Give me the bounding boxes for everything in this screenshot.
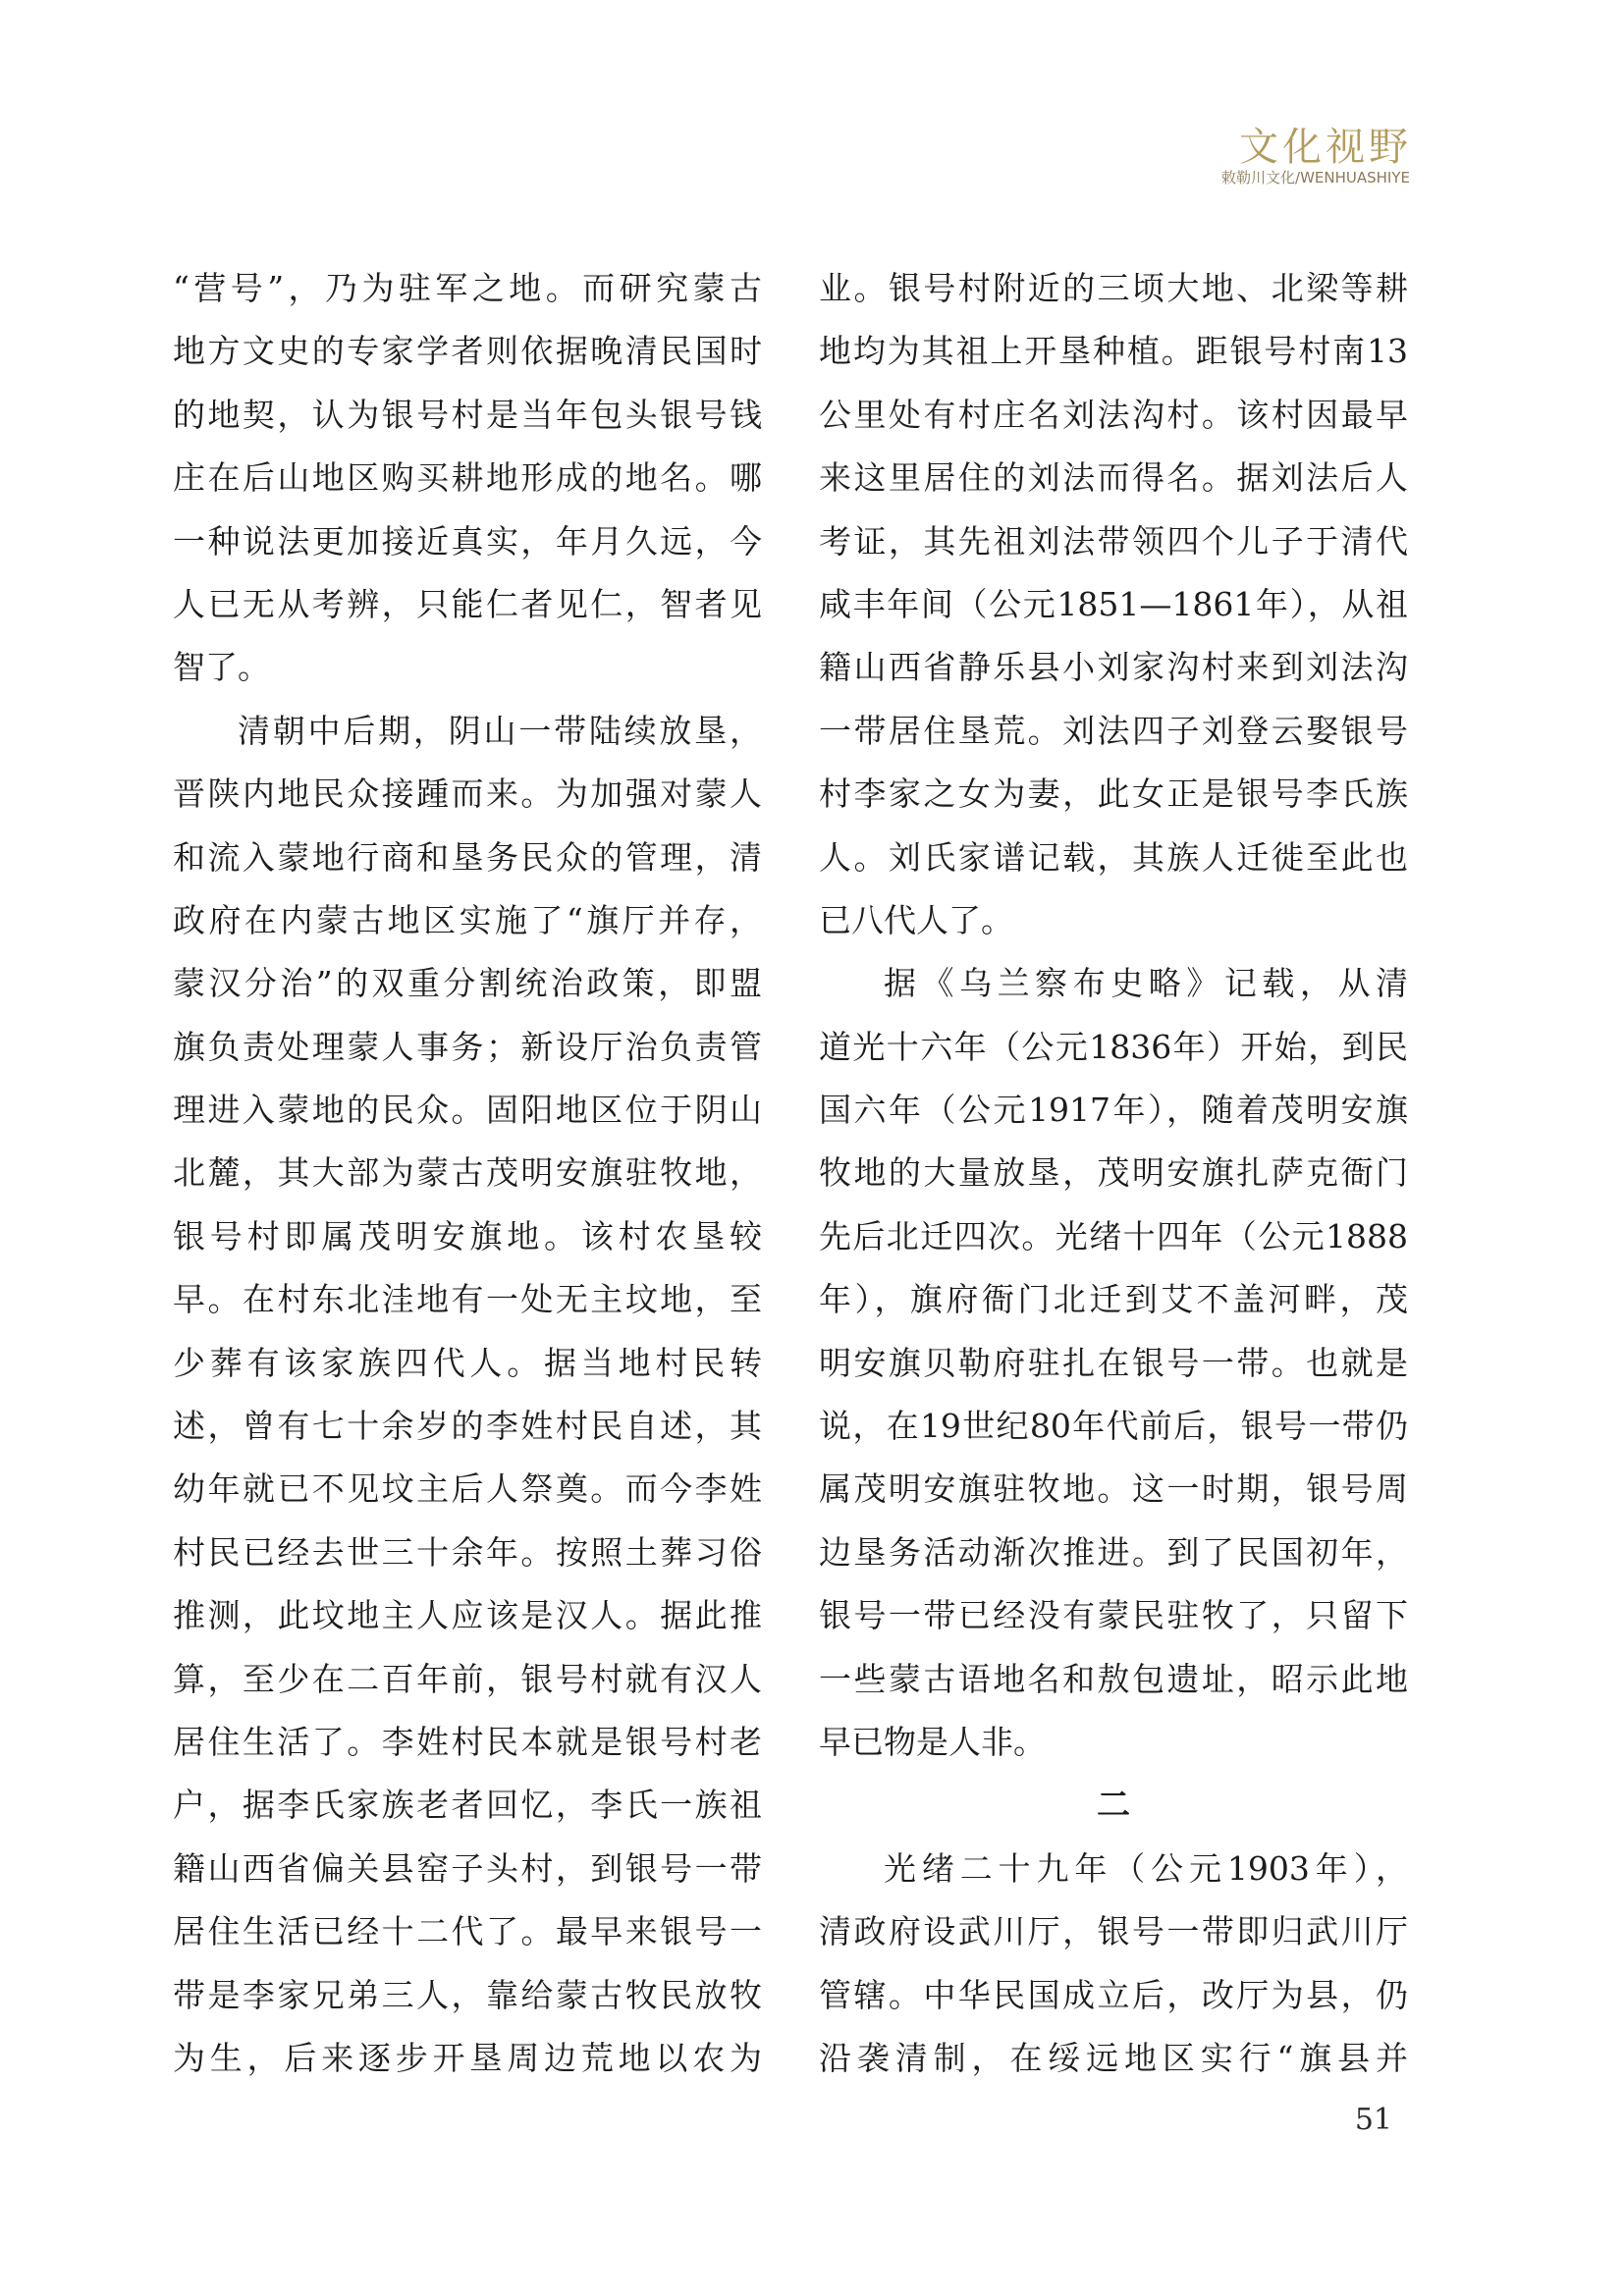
- text-line: 带是李家兄弟三人，靠给蒙古牧民放牧: [173, 1975, 762, 2014]
- text-line: 人。刘氏家谱记载，其族人迁徙至此也: [819, 837, 1408, 877]
- section-subtitle: [1221, 167, 1410, 187]
- section-title: 文化视野: [1239, 125, 1412, 170]
- text-line: 推测，此坟地主人应该是汉人。据此推: [173, 1596, 762, 1635]
- text-line: 算，至少在二百年前，银号村就有汉人: [173, 1659, 762, 1698]
- text-line: 籍山西省静乐县小刘家沟村来到刘法沟: [819, 648, 1408, 687]
- text-line: 说，在19世纪80年代前后，银号一带仍: [819, 1407, 1408, 1446]
- text-line: 一带居住垦荒。刘法四子刘登云娶银号: [819, 711, 1408, 750]
- subtitle-en: WENHUASHIYE: [1300, 169, 1410, 187]
- text-line: 蒙汉分治”的双重分割统治政策，即盟: [173, 964, 762, 1003]
- left-column: [173, 257, 762, 2090]
- text-line: 来这里居住的刘法而得名。据刘法后人: [819, 458, 1408, 498]
- text-line: 咸丰年间（公元1851—1861年），从祖: [819, 584, 1408, 623]
- text-line: 一些蒙古语地名和敖包遗址，昭示此地: [819, 1659, 1408, 1698]
- text-line: 清朝中后期，阴山一带陆续放垦，: [238, 711, 762, 750]
- text-line: 沿袭清制，在绥远地区实行“旗县并: [819, 2038, 1408, 2077]
- text-line: 考证，其先祖刘法带领四个儿子于清代: [819, 521, 1408, 561]
- text-line: 地均为其祖上开垦种植。距银号村南13: [819, 332, 1408, 371]
- text-line: 属茂明安旗驻牧地。这一时期，银号周: [819, 1469, 1408, 1509]
- text-line: 户，据李氏家族老者回忆，李氏一族祖: [173, 1786, 762, 1825]
- text-line: 业。银号村附近的三顷大地、北梁等耕: [819, 269, 1408, 307]
- text-line: 早已物是人非。: [819, 1722, 1046, 1761]
- text-line: 智了。: [173, 648, 270, 687]
- text-line: 村民已经去世三十余年。按照土葬习俗: [173, 1532, 762, 1572]
- text-line: 道光十六年（公元1836年）开始，到民: [819, 1027, 1408, 1066]
- text-line: 人已无从考辨，只能仁者见仁，智者见: [173, 584, 762, 623]
- text-line: 清政府设武川厅，银号一带即归武川厅: [819, 1912, 1408, 1951]
- text-line: 少葬有该家族四代人。据当地村民转: [173, 1343, 762, 1382]
- text-line: 晋陕内地民众接踵而来。为加强对蒙人: [173, 774, 762, 814]
- text-line: 银号村即属茂明安旗地。该村农垦较: [173, 1216, 762, 1255]
- text-line: 早。在村东北洼地有一处无主坟地，至: [173, 1280, 762, 1319]
- text-line: 牧地的大量放垦，茂明安旗扎萨克衙门: [819, 1153, 1408, 1193]
- text-line: 年），旗府衙门北迁到艾不盖河畔，茂: [819, 1280, 1408, 1319]
- text-line: 明安旗贝勒府驻扎在银号一带。也就是: [819, 1343, 1408, 1382]
- text-line: 庄在后山地区购买耕地形成的地名。哪: [173, 458, 762, 498]
- text-line: 边垦务活动渐次推进。到了民国初年，: [819, 1532, 1408, 1572]
- text-line: “营号”，乃为驻军之地。而研究蒙古: [173, 269, 762, 307]
- text-line: 籍山西省偏关县窑子头村，到银号一带: [173, 1848, 762, 1888]
- text-line: 地方文史的专家学者则依据晚清民国时: [173, 332, 762, 371]
- text-line: 幼年就已不见坟主后人祭奠。而今李姓: [173, 1469, 762, 1509]
- text-line: 据《乌兰察布史略》记载，从清: [884, 964, 1408, 1003]
- text-line: 国六年（公元1917年），随着茂明安旗: [819, 1091, 1408, 1130]
- text-line: 先后北迁四次。光绪十四年（公元1888: [819, 1216, 1408, 1255]
- text-line: 和流入蒙地行商和垦务民众的管理，清: [173, 837, 762, 877]
- text-line: 政府在内蒙古地区实施了“旗厅并存，: [173, 900, 762, 939]
- text-line: 居住生活已经十二代了。最早来银号一: [173, 1912, 762, 1951]
- text-line: 述，曾有七十余岁的李姓村民自述，其: [173, 1407, 762, 1446]
- text-line: 银号一带已经没有蒙民驻牧了，只留下: [819, 1596, 1408, 1635]
- text-line: 为生，后来逐步开垦周边荒地以农为: [173, 2038, 762, 2077]
- text-line: 公里处有村庄名刘法沟村。该村因最早: [819, 395, 1408, 434]
- text-line: 光绪二十九年（公元1903年），: [884, 1848, 1408, 1888]
- section-heading: 二: [1097, 1786, 1130, 1826]
- text-line: 理进入蒙地的民众。固阳地区位于阴山: [173, 1091, 762, 1130]
- text-line: 管辖。中华民国成立后，改厅为县，仍: [819, 1975, 1408, 2014]
- text-line: 居住生活了。李姓村民本就是银号村老: [173, 1722, 762, 1761]
- right-column: [819, 257, 1408, 2090]
- text-line: 已八代人了。: [819, 900, 1013, 939]
- text-line: 旗负责处理蒙人事务；新设厅治负责管: [173, 1027, 762, 1066]
- subtitle-separator: /: [1295, 169, 1301, 187]
- subtitle-cn: 敕勒川文化: [1221, 169, 1296, 187]
- text-line: 一种说法更加接近真实，年月久远，今: [173, 521, 762, 561]
- text-line: 村李家之女为妻，此女正是银号李氏族: [819, 774, 1408, 814]
- page-number: 51: [1354, 2103, 1392, 2137]
- text-line: 的地契，认为银号村是当年包头银号钱: [173, 395, 762, 434]
- text-line: 北麓，其大部为蒙古茂明安旗驻牧地，: [173, 1153, 762, 1193]
